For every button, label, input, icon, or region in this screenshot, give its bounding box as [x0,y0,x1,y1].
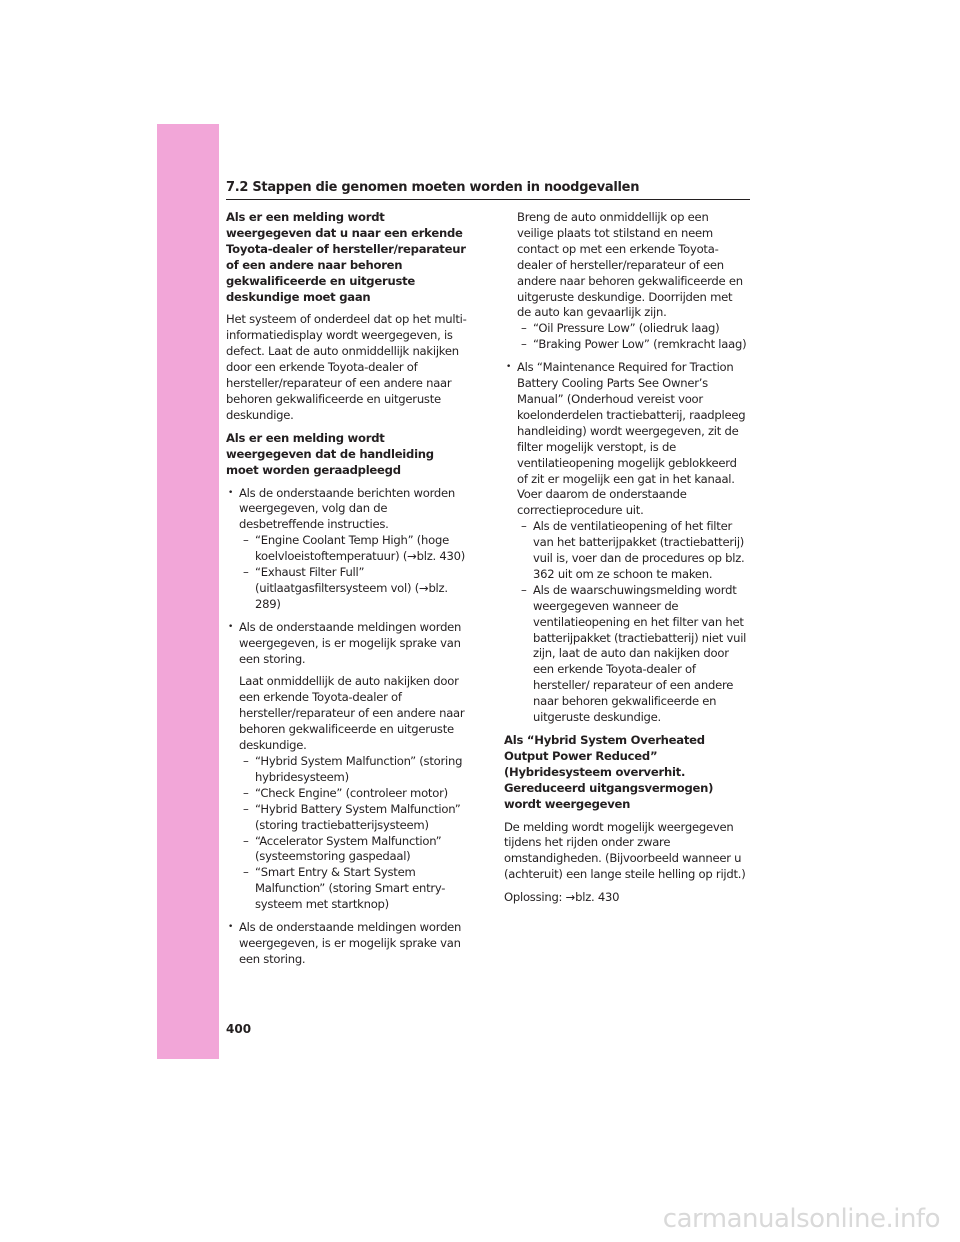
dash-item: – “Hybrid System Malfunction” (storing hybridesysteem) [226,754,470,786]
dash-item: – Als de waarschuwingsmelding wordt weergegeven wanneer de ventilatieopening en het filter van het batterijpakket (tractiebatterij) niet vuil zijn, laat de auto dan nakijken door een erkende Toyota-dealer of hersteller/ reparateur of een andere naar behoren gekwalificeerde en uitgeruste deskundige. [504,583,748,726]
dash-item: – “Smart Entry & Start System Malfunction” (storing Smart entry-systeem met startknop) [226,865,470,913]
right-column [504,210,748,913]
bullet-continuation: Laat onmiddellijk de auto nakijken door een erkende Toyota-dealer of hersteller/reparateur of een andere naar behoren gekwalificeerde en uitgeruste deskundige. [239,674,465,753]
dash-item: – “Engine Coolant Temp High” (hoge koelvloeistoftemperatuur) (→blz. 430) [226,533,470,565]
dash-item: – “Oil Pressure Low” (oliedruk laag) [504,321,748,337]
dash-item: – “Accelerator System Malfunction” (systeemstoring gaspedaal) [226,834,470,866]
dash-item: – “Hybrid Battery System Malfunction” (storing tractiebatterijsysteem) [226,802,470,834]
header-rule [226,199,750,200]
bullet-continuation: Breng de auto onmiddellijk op een veilige plaats tot stilstand en neem contact op met een erkende Toyota-dealer of hersteller/reparateur of een andere naar behoren gekwalificeerde en uitgeruste deskundige. Doorrijden met de auto kan gevaarlijk zijn. [517,210,743,320]
section-tab-sidebar [157,124,219,1059]
paragraph-solution: Oplossing: →blz. 430 [504,890,620,905]
bullet-malfunction: • Als de onderstaande meldingen worden weergegeven, is er mogelijk sprake van een storing. [226,620,470,668]
watermark: carmanualsonline.info [662,1204,940,1234]
bullet-maintenance: • Als “Maintenance Required for Traction Battery Cooling Parts See Owner’s Manual” (Onderhoud vereist voor koelonderdelen tractiebatterij, raadpleeg handleiding) wordt weergegeven, zit de filter mogelijk verstopt, is de ventilatieopening mogelijk geblokkeerd of zit er mogelijk een gat in het kanaal. Voer daarom de onderstaande correctieprocedure uit. [504,360,748,519]
dash-item: – “Check Engine” (controleer motor) [226,786,470,802]
dash-item: – “Braking Power Low” (remkracht laag) [504,337,748,353]
heading-overheated: Als “Hybrid System Overheated Output Power Reduced” (Hybridesysteem oververhit. Gereduceerd uitgangsvermogen) wordt weergegeven [504,733,714,811]
paragraph-heavy-conditions: De melding wordt mogelijk weergegeven tijdens het rijden onder zware omstandigheden. (Bijvoorbeeld wanneer u (achteruit) een lange steile helling op rijdt.) [504,819,746,882]
page-number: 400 [226,1022,252,1036]
paragraph-defect: Het systeem of onderdeel dat op het multi-informatiedisplay wordt weergegeven, is defect. Laat de auto onmiddellijk nakijken door een erkende Toyota-dealer of hersteller/reparateur of een andere naar behoren gekwalificeerde en uitgeruste deskundige. [226,312,467,422]
heading-manual: Als er een melding wordt weergegeven dat de handleiding moet worden geraadpleegd [226,430,434,477]
dash-item: – Als de ventilatieopening of het filter van het batterijpakket (tractiebatterij) vuil is, voer dan de procedures op blz. 362 uit om ze schoon te maken. [504,519,748,583]
bullet-follow-instructions: • Als de onderstaande berichten worden weergegeven, volg dan de desbetreffende instructies. [226,486,470,534]
heading-dealer: Als er een melding wordt weergegeven dat u naar een erkende Toyota-dealer of hersteller/reparateur of een andere naar behoren gekwalificeerde en uitgeruste deskundige moet gaan [226,210,466,304]
bullet-malfunction-stop: • Als de onderstaande meldingen worden weergegeven, is er mogelijk sprake van een storing. [226,920,470,968]
dash-item: – “Exhaust Filter Full” (uitlaatgasfiltersysteem vol) (→blz. 289) [226,565,470,613]
left-column [226,210,470,975]
section-header: 7.2 Stappen die genomen moeten worden in noodgevallen [226,180,640,195]
